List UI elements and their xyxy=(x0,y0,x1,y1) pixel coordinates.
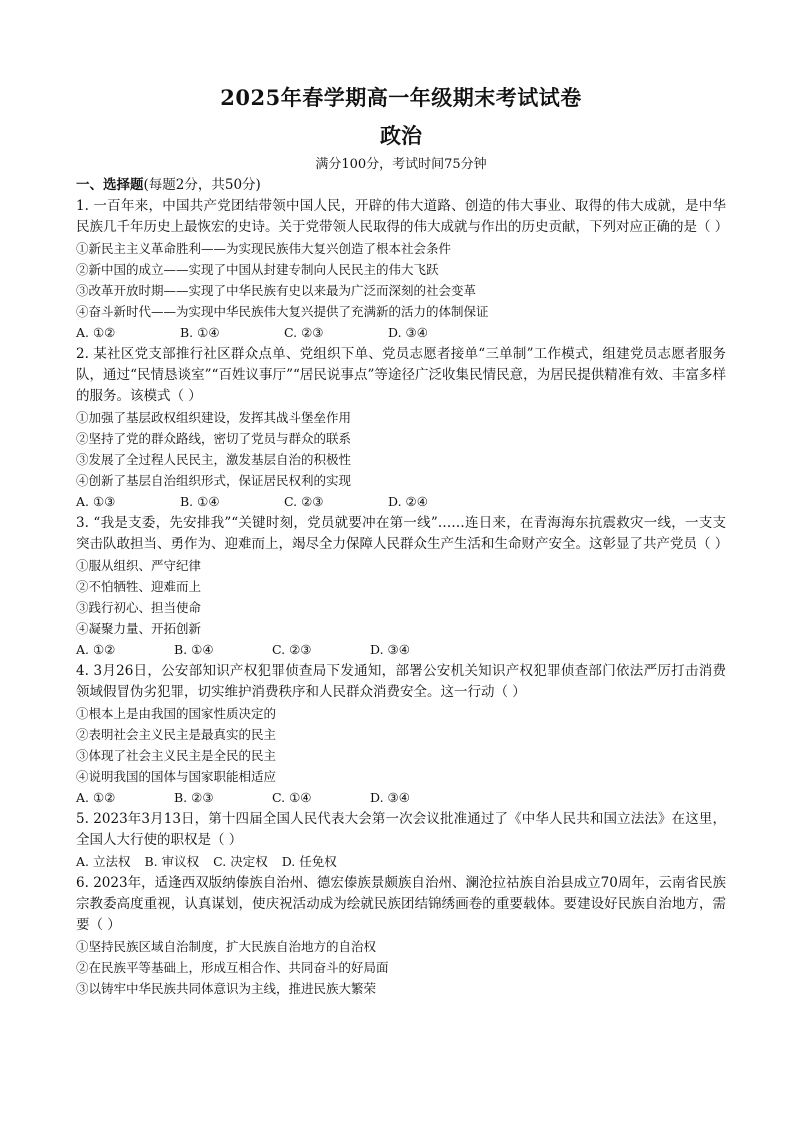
question-statement: ④凝聚力量、开拓创新 xyxy=(76,621,202,636)
answer-choices xyxy=(76,851,726,872)
section-heading xyxy=(76,176,726,195)
answer-choice: C. ②③ xyxy=(284,494,324,509)
answer-choice: A. 立法权 xyxy=(76,854,131,869)
answer-choices xyxy=(76,787,726,808)
answer-choice: D. ③④ xyxy=(370,790,410,805)
answer-choices xyxy=(76,322,726,343)
question-statement: ③体现了社会主义民主是全民的民主 xyxy=(76,748,277,763)
answer-choice: B. ①④ xyxy=(180,494,220,509)
question-statement: ④创新了基层自治组织形式，保证居民权利的实现 xyxy=(76,473,352,488)
answer-choice: D. ③④ xyxy=(388,325,428,340)
question-statement: ③发展了全过程人民民主，激发基层自治的积极性 xyxy=(76,452,352,467)
answer-choice: B. 审议权 xyxy=(144,854,200,869)
question-stem: 4. 3月26日，公安部知识产权犯罪侦查局下发通知，部署公安机关知识产权犯罪侦查部门依法严厉打击消费领域假冒伪劣犯罪，切实维护消费秩序和人民群众消费安全。这一行动（ ） xyxy=(76,663,726,700)
question-statement: ①服从组织、严守纪律 xyxy=(76,558,202,573)
answer-choice: C. ②③ xyxy=(272,642,312,657)
section-note: (每题2分，共50分) xyxy=(143,177,261,193)
question-statement: ③以铸牢中华民族共同体意识为主线，推进民族大繁荣 xyxy=(76,981,377,996)
answer-choice: D. 任免权 xyxy=(281,854,337,869)
answer-choices xyxy=(76,491,726,512)
exam-title: 2025年春学期高一年级期末考试试卷 xyxy=(220,85,582,110)
question-list xyxy=(76,196,729,999)
question-statement: ①加强了基层政权组织建设，发挥其战斗堡垒作用 xyxy=(76,410,352,425)
answer-choice: C. 决定权 xyxy=(213,854,268,869)
question-6 xyxy=(76,873,726,999)
section-title: 一、选择题 xyxy=(76,177,144,193)
question-statement: ④说明我国的国体与国家职能相适应 xyxy=(76,769,277,784)
answer-choice: C. ②③ xyxy=(284,325,324,340)
question-stem: 5. 2023年3月13日，第十四届全国人民代表大会第一次会议批准通过了《中华人民共和国立法法》在这里，全国人大行使的职权是（ ） xyxy=(76,811,726,848)
answer-choice: A. ①② xyxy=(76,642,116,657)
answer-choices xyxy=(76,639,726,660)
answer-choice: D. ③④ xyxy=(370,642,410,657)
answer-choice: B. ①④ xyxy=(174,642,214,657)
answer-choice: C. ①④ xyxy=(272,790,312,805)
question-statement: ①坚持民族区域自治制度，扩大民族自治地方的自治权 xyxy=(76,939,377,954)
exam-info: 满分100分，考试时间75分钟 xyxy=(315,157,487,172)
question-statement: ②新中国的成立——实现了中国从封建专制向人民民主的伟大飞跃 xyxy=(76,262,439,277)
question-statement: ④奋斗新时代——为实现中华民族伟大复兴提供了充满新的活力的体制保证 xyxy=(76,304,489,319)
answer-choice: D. ②④ xyxy=(388,494,428,509)
answer-choice: B. ①④ xyxy=(180,325,220,340)
question-3 xyxy=(76,513,729,660)
exam-page xyxy=(76,84,729,999)
question-statement: ②表明社会主义民主是最真实的民主 xyxy=(76,727,277,742)
question-statement: ③改革开放时期——实现了中华民族有史以来最为广泛而深刻的社会变革 xyxy=(76,283,477,298)
question-statement: ①新民主主义革命胜利——为实现民族伟大复兴创造了根本社会条件 xyxy=(76,241,452,256)
question-statement: ①根本上是由我国的国家性质决定的 xyxy=(76,706,277,721)
answer-choice: A. ①② xyxy=(76,325,116,340)
question-statement: ②坚持了党的群众路线，密切了党员与群众的联系 xyxy=(76,431,352,446)
question-2 xyxy=(76,344,726,512)
answer-choice: B. ②③ xyxy=(174,790,214,805)
question-statement: ②不怕牺牲、迎难而上 xyxy=(76,579,202,594)
question-stem: 2. 某社区党支部推行社区群众点单、党组织下单、党员志愿者接单“三单制”工作模式，组建党员志愿者服务队，通过“民情恳谈室”“百姓议事厅”“居民说事点”等途径广泛收集民情民意，为居民提供精准有效、丰富多样的服务。该模式（ ） xyxy=(76,346,726,404)
question-statement: ②在民族平等基础上，形成互相合作、共同奋斗的好局面 xyxy=(76,960,389,975)
question-4 xyxy=(76,661,726,808)
question-stem: 6. 2023年，适逢西双版纳傣族自治州、德宏傣族景颇族自治州、澜沧拉祜族自治县成立70周年，云南省民族宗教委高度重视，认真谋划，使庆祝活动成为绘就民族团结锦绣画卷的重要载体。要建设好民族自治地方，需要（ ） xyxy=(76,875,726,933)
question-1 xyxy=(76,196,729,343)
question-statement: ③践行初心、担当使命 xyxy=(76,600,202,615)
question-5 xyxy=(76,809,726,872)
question-stem: 1. 一百年来，中国共产党团结带领中国人民，开辟的伟大道路、创造的伟大事业、取得的伟大成就，是中华民族几千年历史上最恢宏的史诗。关于党带领人民取得的伟大成就与作出的历史贡献，下列对应正确的是（ ） xyxy=(76,198,729,235)
subject-title: 政治 xyxy=(380,123,422,148)
answer-choice: A. ①② xyxy=(76,790,116,805)
answer-choice: A. ①③ xyxy=(76,494,116,509)
question-stem: 3. “我是支委，先安排我”“关键时刻，党员就要冲在第一线”……连日来，在青海海东抗震救灾一线，一支支突击队敢担当、勇作为、迎难而上，竭尽全力保障人民群众生产生活和生命财产安全。这彰显了共产党员（ ） xyxy=(76,515,729,552)
